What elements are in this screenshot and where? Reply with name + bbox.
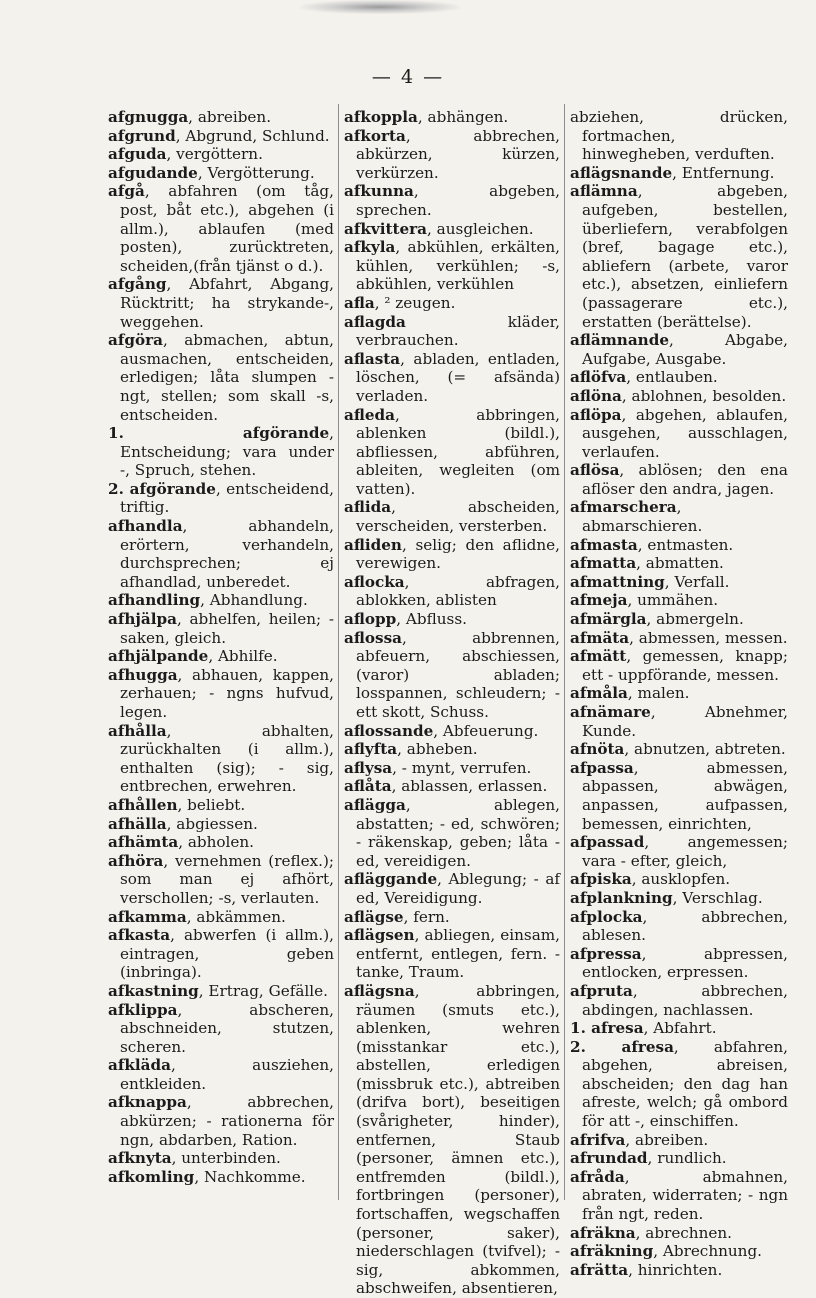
entry-translation: , abfahren (om tåg, post, båt etc.), abgehen (i allm.), ablaufen (med posten), zurücktreten, scheiden,(från tjänst o d.). <box>120 182 334 275</box>
entry-headword: aflida <box>344 498 392 517</box>
dictionary-entry <box>344 238 560 294</box>
entry-headword: afknyta <box>108 1149 172 1168</box>
dictionary-entry <box>344 220 560 239</box>
entry-translation: , Verfall. <box>664 572 730 591</box>
dictionary-entry <box>570 610 788 629</box>
dictionary-entry <box>570 554 788 573</box>
entry-headword: aflägsna <box>344 981 415 1000</box>
entry-translation: , abscheren, abschneiden, stutzen, scheren. <box>120 1000 334 1056</box>
dictionary-entry <box>108 666 334 722</box>
entry-translation: , abmessen, messen. <box>629 628 788 647</box>
entry-translation: , Entscheidung; vara under -, Spruch, stehen. <box>120 424 334 480</box>
dictionary-entry <box>108 815 334 834</box>
entry-headword: afmatta <box>570 554 637 573</box>
entry-headword: afgrund <box>108 126 176 145</box>
entry-headword: afnöta <box>570 740 625 759</box>
dictionary-entry <box>344 498 560 535</box>
dictionary-entry <box>570 647 788 684</box>
entry-headword: aflöpa <box>570 405 622 424</box>
entry-headword: aflyfta <box>344 740 398 759</box>
entry-headword: afmeja <box>570 591 628 610</box>
entry-translation: , Ablegung; - af ed, Vereidigung. <box>356 870 560 907</box>
entry-headword: afhälla <box>108 814 167 833</box>
entry-translation: kläder, verbrauchen. <box>356 312 560 350</box>
dictionary-entry <box>344 759 560 778</box>
dictionary-entry <box>108 517 334 591</box>
entry-translation: , abnutzen, abtreten. <box>624 740 786 759</box>
dictionary-entry <box>344 870 560 907</box>
dictionary-entry <box>570 1131 788 1150</box>
entry-headword: aflocka <box>344 572 405 591</box>
dictionary-entry <box>570 759 788 833</box>
dictionary-entry <box>108 647 334 666</box>
entry-translation: , abbrechen, ablesen. <box>582 907 788 945</box>
entry-headword: afräkna <box>570 1223 636 1242</box>
entry-translation: , unterbinden. <box>171 1149 281 1168</box>
entry-headword: afgång <box>108 275 167 294</box>
dictionary-entry <box>344 313 560 350</box>
entry-translation: , abpressen, entlocken, erpressen. <box>582 944 788 982</box>
entry-headword: afgnugga <box>108 108 189 126</box>
entry-headword: afrundad <box>570 1149 648 1168</box>
dictionary-entry <box>570 368 788 387</box>
entry-translation: , abgiessen. <box>166 814 258 833</box>
dictionary-entry <box>344 406 560 499</box>
entry-translation: , abladen, entladen, löschen, (= afsända) verladen. <box>356 349 560 405</box>
dictionary-entry <box>570 498 788 535</box>
dictionary-column-1 <box>108 108 334 1186</box>
dictionary-entry <box>344 536 560 573</box>
dictionary-entry <box>570 1261 788 1280</box>
dictionary-entry <box>108 852 334 908</box>
dictionary-entry <box>570 703 788 740</box>
dictionary-entry <box>344 573 560 610</box>
entry-translation: , abfragen, ablokken, ablisten <box>356 572 560 610</box>
entry-headword: afkomling <box>108 1167 195 1186</box>
entry-translation: , malen. <box>627 684 690 703</box>
dictionary-entry <box>108 1056 334 1093</box>
dictionary-entry <box>108 908 334 927</box>
entry-translation: , ablösen; den ena aflöser den andra, jagen. <box>582 461 788 498</box>
entry-translation: , entlauben. <box>626 368 718 387</box>
entry-headword: aflämnande <box>570 331 670 350</box>
page-number: — 4 — <box>371 66 445 88</box>
entry-translation: , Abrechnung. <box>653 1242 762 1261</box>
entry-headword: aflöfva <box>570 368 627 387</box>
entry-translation: , hinrichten. <box>628 1260 723 1279</box>
entry-headword: afhugga <box>108 665 178 684</box>
entry-translation: , abbringen, ablenken (bildl.), abfliessen, abführen, ableiten, wegleiten (om vatten). <box>356 405 560 498</box>
entry-headword: aflägsnande <box>570 163 673 182</box>
entry-headword: afmasta <box>570 535 638 554</box>
entry-translation: , Abfeuerung. <box>433 721 539 740</box>
dictionary-entry <box>344 740 560 759</box>
entry-translation: , ausgleichen. <box>427 219 534 238</box>
entry-headword: afklippa <box>108 1000 178 1019</box>
entry-translation: , Abhilfe. <box>208 647 278 666</box>
entry-translation: , vernehmen (reflex.); som man ej afhört, verschollen; -s, verlauten. <box>120 851 334 907</box>
dictionary-entry <box>108 610 334 647</box>
dictionary-entry <box>570 1168 788 1224</box>
dictionary-entry <box>344 908 560 927</box>
entry-headword: 2. afresa <box>570 1037 674 1056</box>
dictionary-entry <box>108 331 334 424</box>
dictionary-entry <box>570 331 788 368</box>
entry-translation: , Abnehmer, Kunde. <box>582 703 788 740</box>
dictionary-entry <box>108 182 334 275</box>
entry-translation: , abgeben, aufgeben, bestellen, überliefern, verabfolgen (bref, bagage etc.), abliefern (arbete, varor etc.), absetzen, einliefern (passagerare etc.), erstatten (berättelse). <box>582 182 788 331</box>
entry-translation: , abmahnen, abraten, widerraten; - ngn från ngt, reden. <box>582 1167 788 1224</box>
entry-translation: , fern. <box>403 907 450 926</box>
dictionary-entry <box>570 387 788 406</box>
entry-headword: afgöra <box>108 331 163 350</box>
entry-translation: , entmasten. <box>637 535 734 554</box>
dictionary-entry <box>344 294 560 313</box>
dictionary-entry <box>570 833 788 870</box>
entry-translation: , ablassen, erlassen. <box>391 777 548 796</box>
entry-headword: afkoppla <box>344 108 418 126</box>
entry-translation: , ausklopfen. <box>631 870 731 889</box>
entry-translation: , abmachen, abtun, ausmachen, entscheiden, erledigen; låta slumpen - ngt, stellen; som skall -s, entscheiden. <box>120 331 334 424</box>
entry-translation: , abbrechen, abkürzen; - rationerna för ngn, abdarben, Ration. <box>120 1093 334 1149</box>
entry-headword: afkastning <box>108 981 199 1000</box>
dictionary-entry <box>344 629 560 722</box>
entry-headword: afhandling <box>108 591 201 610</box>
entry-headword: afgå <box>108 182 145 201</box>
dictionary-column-3 <box>570 108 788 1279</box>
dictionary-entry <box>570 406 788 462</box>
entry-translation: , abscheiden, verscheiden, versterben. <box>356 498 560 536</box>
dictionary-entry <box>570 629 788 648</box>
entry-translation: , beliebt. <box>177 795 246 814</box>
entry-translation: , Abhandlung. <box>200 591 308 610</box>
entry-translation: , Abfluss. <box>396 610 467 629</box>
entry-translation: , ummähen. <box>627 591 719 610</box>
dictionary-entry <box>108 796 334 815</box>
dictionary-entry <box>570 164 788 183</box>
entry-headword: afrätta <box>570 1260 629 1279</box>
dictionary-entry <box>108 722 334 796</box>
entry-translation: , selig; den aflidne, verewigen. <box>356 535 560 573</box>
dictionary-column-2 <box>344 108 560 1298</box>
dictionary-entry <box>344 127 560 183</box>
dictionary-entry <box>570 1149 788 1168</box>
entry-translation: , Vergötterung. <box>197 163 315 182</box>
entry-headword: afhållen <box>108 795 178 814</box>
entry-headword: afhämta <box>108 833 179 852</box>
entry-translation: , abkühlen, erkälten, kühlen, verkühlen; -s, abkühlen, verkühlen <box>356 238 560 294</box>
entry-headword: afråda <box>570 1167 625 1186</box>
dictionary-entry <box>570 740 788 759</box>
entry-headword: aflägsen <box>344 926 415 945</box>
entry-translation: , entscheidend, triftig. <box>120 479 334 517</box>
entry-translation: , angemessen; vara - efter, gleich, <box>582 833 788 870</box>
entry-translation: , Abfahrt, Abgang, Rücktritt; ha strykande-, weggehen. <box>120 275 334 331</box>
entry-headword: afkamma <box>108 907 187 926</box>
entry-headword: afkyla <box>344 238 396 257</box>
dictionary-entry <box>570 1242 788 1261</box>
entry-headword: aflopp <box>344 610 397 629</box>
entry-translation: , abheben. <box>397 740 478 759</box>
entry-headword: aflossa <box>344 628 402 647</box>
entry-headword: aflägga <box>344 795 406 814</box>
entry-translation: , abreiben. <box>625 1130 709 1149</box>
entry-translation: , vergöttern. <box>166 145 263 164</box>
entry-translation: , abhängen. <box>417 108 509 126</box>
dictionary-entry <box>570 870 788 889</box>
entry-translation: , Abgabe, Aufgabe, Ausgabe. <box>582 331 788 368</box>
dictionary-entry <box>108 926 334 982</box>
entry-headword: afpruta <box>570 981 633 1000</box>
entry-headword: aflösa <box>570 461 620 480</box>
entry-headword: afmarschera <box>570 498 677 517</box>
dictionary-entry <box>108 127 334 146</box>
dictionary-entry <box>570 573 788 592</box>
entry-translation: , Ertrag, Gefälle. <box>198 981 328 1000</box>
entry-headword: aflossande <box>344 721 434 740</box>
entry-headword: 1. afgörande <box>108 424 330 443</box>
entry-translation: , abgehen, ablaufen, ausgehen, ausschlagen, verlaufen. <box>582 405 788 461</box>
entry-translation: , ausziehen, entkleiden. <box>120 1056 334 1093</box>
entry-headword: 2. afgörande <box>108 479 216 498</box>
dictionary-entry <box>108 1168 334 1187</box>
entry-headword: afhjälpande <box>108 647 209 666</box>
dictionary-entry <box>570 684 788 703</box>
dictionary-entry <box>344 108 560 127</box>
entry-translation: abziehen, drücken, fortmachen, hinwegheben, verduften. <box>570 108 788 164</box>
entry-headword: afrifva <box>570 1130 626 1149</box>
entry-headword: afplankning <box>570 888 673 907</box>
entry-headword: aflagda <box>344 312 406 331</box>
entry-translation: , abholen. <box>178 833 254 852</box>
entry-headword: aflåta <box>344 777 392 796</box>
dictionary-entry <box>570 1019 788 1038</box>
dictionary-entry <box>570 1224 788 1243</box>
entry-headword: afmäta <box>570 628 630 647</box>
dictionary-entry <box>108 1001 334 1057</box>
entry-headword: afkvittera <box>344 219 428 238</box>
entry-translation: , abbrechen, abdingen, nachlassen. <box>582 981 788 1019</box>
entry-headword: afmätt <box>570 647 627 666</box>
entry-translation: , Entfernung. <box>672 163 775 182</box>
entry-headword: afpassa <box>570 758 634 777</box>
entry-translation: , abbrennen, abfeuern, abschiessen, (varor) abladen; losspannen, schleudern; - ett skott, Schuss. <box>356 628 560 721</box>
entry-headword: afguda <box>108 145 167 164</box>
entry-translation: , abmergeln. <box>646 610 744 629</box>
entry-translation: , abrechnen. <box>635 1223 732 1242</box>
entry-headword: afläggande <box>344 870 438 889</box>
dictionary-entry <box>570 182 788 331</box>
dictionary-entry <box>570 889 788 908</box>
entry-translation: , - mynt, verrufen. <box>392 758 532 777</box>
dictionary-entry <box>108 1093 334 1149</box>
entry-headword: afhandla <box>108 517 183 536</box>
dictionary-entry <box>344 722 560 741</box>
entry-translation: , abreiben. <box>188 108 272 126</box>
dictionary-entry <box>108 833 334 852</box>
entry-headword: aflasta <box>344 349 401 368</box>
entry-translation: , Nachkomme. <box>194 1167 306 1186</box>
dictionary-entry <box>570 982 788 1019</box>
dictionary-entry <box>344 982 560 1298</box>
dictionary-entry <box>570 908 788 945</box>
dictionary-entry <box>570 108 788 164</box>
entry-headword: afmattning <box>570 572 665 591</box>
entry-headword: aflysa <box>344 758 393 777</box>
dictionary-entry <box>344 610 560 629</box>
dictionary-entry <box>570 591 788 610</box>
entry-translation: , ² zeugen. <box>374 293 456 312</box>
dictionary-entry <box>108 982 334 1001</box>
entry-headword: afplocka <box>570 907 643 926</box>
entry-translation: , abkämmen. <box>186 907 286 926</box>
entry-translation: , abhelfen, heilen; - saken, gleich. <box>120 610 334 647</box>
entry-translation: , abhalten, zurückhalten (i allm.), enthalten (sig); - sig, entbrechen, erwehren. <box>120 721 334 796</box>
dictionary-entry <box>108 275 334 331</box>
entry-translation: , abwerfen (i allm.), eintragen, geben (inbringa). <box>120 926 334 982</box>
dictionary-entry <box>108 424 334 480</box>
entry-translation: , abfahren, abgehen, abreisen, abscheiden; den dag han afreste, welch; gå ombord för att -, einschiffen. <box>582 1037 789 1131</box>
entry-translation: , gemessen, knapp; ett - uppförande, messen. <box>582 647 788 684</box>
entry-headword: afhöra <box>108 851 164 870</box>
entry-headword: afpassad <box>570 833 645 852</box>
dictionary-entry <box>108 480 334 517</box>
entry-headword: aflägse <box>344 907 404 926</box>
entry-headword: afkunna <box>344 182 414 201</box>
column-divider-2 <box>564 104 565 1200</box>
entry-translation: , Abgrund, Schlund. <box>175 126 330 145</box>
entry-translation: , abhandeln, erörtern, verhandeln, durchsprechen; ej afhandlad, unberedet. <box>120 517 334 591</box>
entry-translation: , abmarschieren. <box>582 498 703 536</box>
dictionary-entry <box>108 145 334 164</box>
entry-translation: , Abfahrt. <box>643 1019 717 1038</box>
entry-headword: afmärgla <box>570 610 647 629</box>
dictionary-entry <box>344 926 560 982</box>
dictionary-entry <box>108 108 334 127</box>
entry-headword: afhjälpa <box>108 610 177 629</box>
dictionary-entry <box>344 777 560 796</box>
entry-translation: , abhauen, kappen, zerhauen; - ngns hufvud, legen. <box>120 665 334 721</box>
entry-translation: , abmatten. <box>636 554 724 573</box>
dictionary-entry <box>344 350 560 406</box>
dictionary-entry <box>108 164 334 183</box>
entry-translation: , abgeben, sprechen. <box>356 182 560 219</box>
dictionary-entry <box>108 591 334 610</box>
entry-headword: afkorta <box>344 126 406 145</box>
dictionary-entry <box>570 945 788 982</box>
column-divider-1 <box>338 104 339 1200</box>
entry-headword: afkläda <box>108 1056 171 1075</box>
entry-headword: afkasta <box>108 926 171 945</box>
entry-headword: aflämna <box>570 182 638 201</box>
entry-headword: afknappa <box>108 1093 187 1112</box>
entry-translation: , abbringen, räumen (smuts etc.), ablenken, wehren (misstankar etc.), abstellen, erledigen (missbruk etc.), abtreiben (drifva bort), beseitigen (svårigheter, hinder), entfernen, Staub (personer, ämnen etc.), entfremden (bildl.), fortbringen (personer), fortschaffen, wegschaffen (personer, saker), niederschlagen (tvifvel); - sig, abkommen, abschweifen, absentieren, <box>356 981 560 1298</box>
entry-translation: , Verschlag. <box>672 888 763 907</box>
entry-headword: afla <box>344 293 375 312</box>
entry-translation: , abmessen, abpassen, abwägen, anpassen, aufpassen, bemessen, einrichten, <box>582 758 788 833</box>
page-top-smudge <box>300 0 460 14</box>
entry-translation: , ablohnen, besolden. <box>621 386 787 405</box>
dictionary-entry <box>108 1149 334 1168</box>
entry-headword: afnämare <box>570 703 651 721</box>
dictionary-entry <box>570 536 788 555</box>
dictionary-entry <box>344 182 560 219</box>
entry-translation: , abliegen, einsam, entfernt, entlegen, fern. - tanke, Traum. <box>356 926 560 982</box>
entry-translation: , abbrechen, abkürzen, kürzen, verkürzen. <box>356 126 560 182</box>
entry-headword: afpiska <box>570 870 632 889</box>
entry-translation: , rundlich. <box>647 1149 727 1168</box>
entry-headword: afpressa <box>570 944 642 963</box>
entry-headword: afgudande <box>108 163 198 182</box>
entry-headword: afhålla <box>108 721 167 740</box>
dictionary-entry <box>570 461 788 498</box>
entry-headword: afräkning <box>570 1242 654 1261</box>
entry-headword: afleda <box>344 405 396 424</box>
entry-headword: afliden <box>344 535 402 554</box>
entry-headword: afmåla <box>570 684 628 703</box>
dictionary-entry <box>344 796 560 870</box>
entry-translation: , ablegen, abstatten; - ed, schwören; - räkenskap, geben; låta - ed, vereidigen. <box>356 795 560 870</box>
dictionary-entry <box>570 1038 788 1131</box>
entry-headword: 1. afresa <box>570 1019 644 1038</box>
entry-headword: aflöna <box>570 386 622 405</box>
